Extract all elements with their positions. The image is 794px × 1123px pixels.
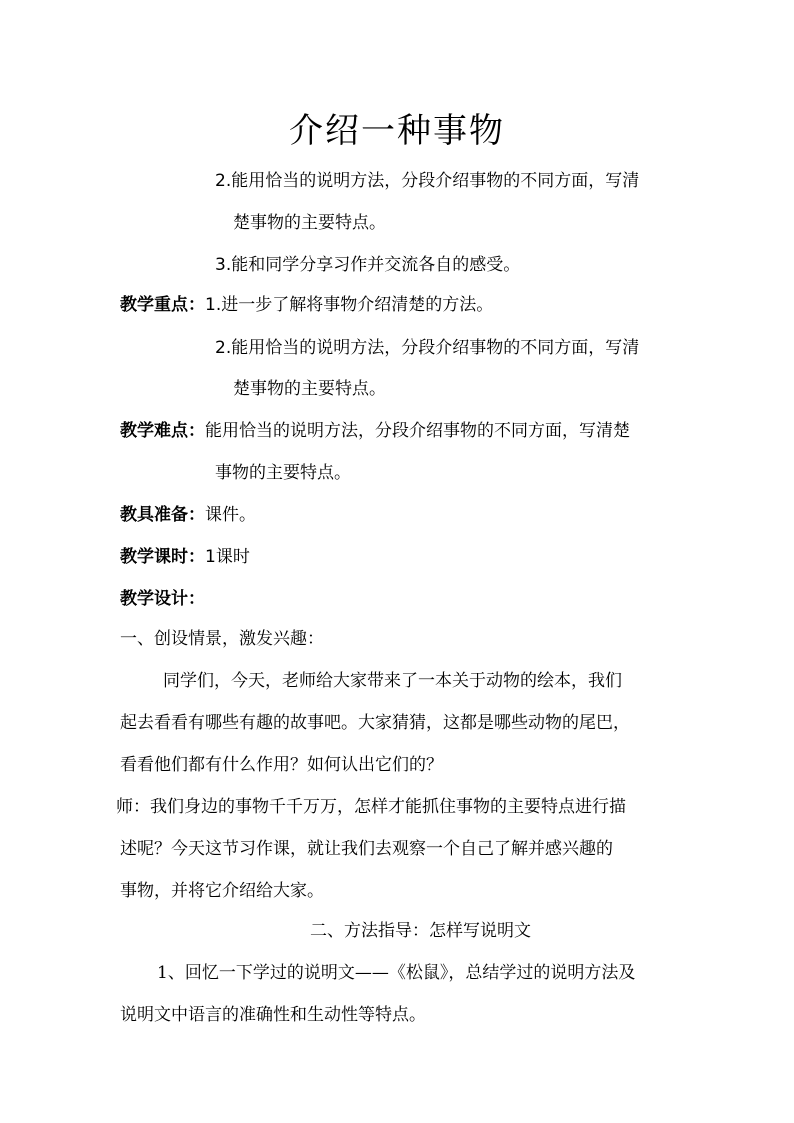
- section2-item1-line1: 1、回忆一下学过的说明文——《松鼠》，总结学过的说明方法及: [157, 963, 636, 983]
- key-point-1-number: 1.: [205, 295, 222, 315]
- difficulty-row: [120, 420, 630, 442]
- difficulty-label: 教学难点：: [120, 421, 205, 441]
- goal-item-3: [215, 254, 520, 276]
- section1-para1-line1: 同学们，今天，老师给大家带来了一本关于动物的绘本，我们: [163, 671, 622, 691]
- section2-heading: 二、方法指导：怎样写说明文: [310, 921, 531, 941]
- materials-value: 课件。: [205, 505, 256, 525]
- materials-row: [120, 504, 256, 526]
- goal-item-3-line1: 能和同学分享习作并交流各自的感受。: [231, 255, 521, 275]
- key-points-label: 教学重点：: [120, 295, 205, 315]
- design-label: 教学设计：: [120, 589, 205, 609]
- key-point-1: 进一步了解将事物介绍清楚的方法。: [221, 295, 494, 315]
- document-title: 介绍一种事物: [289, 111, 505, 151]
- periods-value: 课时: [215, 547, 250, 567]
- section1-para2-line3: 事物，并将它介绍给大家。: [120, 881, 324, 901]
- goal-item-2-line2: 楚事物的主要特点。: [233, 213, 386, 233]
- key-point-2: [215, 337, 639, 359]
- difficulty-line2: 事物的主要特点。: [215, 463, 351, 483]
- key-point-2-line1: 能用恰当的说明方法，分段介绍事物的不同方面，写清: [231, 338, 640, 358]
- periods-label: 教学课时：: [120, 547, 205, 567]
- section1-para2-line1: 师：我们身边的事物千千万万，怎样才能抓住事物的主要特点进行描: [116, 797, 626, 817]
- periods-number: 1: [205, 547, 216, 567]
- section1-para1-line3: 看看他们都有什么作用？如何认出它们的？: [120, 755, 443, 775]
- section1-para1-line2: 起去看看有哪些有趣的故事吧。大家猜猜，这都是哪些动物的尾巴，: [120, 713, 630, 733]
- materials-label: 教具准备：: [120, 505, 205, 525]
- goal-item-3-number: 3.: [215, 255, 232, 275]
- key-points-row: [120, 294, 493, 316]
- goal-item-2-line1: 能用恰当的说明方法，分段介绍事物的不同方面，写清: [231, 171, 640, 191]
- key-point-2-line2: 楚事物的主要特点。: [233, 379, 386, 399]
- goal-item-2-number: 2.: [215, 171, 232, 191]
- section1-heading: 一、创设情景，激发兴趣：: [120, 629, 324, 649]
- key-point-2-number: 2.: [215, 338, 232, 358]
- section1-para2-line2: 述呢？今天这节习作课，就让我们去观察一个自己了解并感兴趣的: [120, 839, 613, 859]
- section2-item1-line2: 说明文中语言的准确性和生动性等特点。: [120, 1005, 426, 1025]
- difficulty-line1: 能用恰当的说明方法，分段介绍事物的不同方面，写清楚: [205, 421, 630, 441]
- goal-item-2: [215, 170, 639, 192]
- periods-row: [120, 546, 250, 568]
